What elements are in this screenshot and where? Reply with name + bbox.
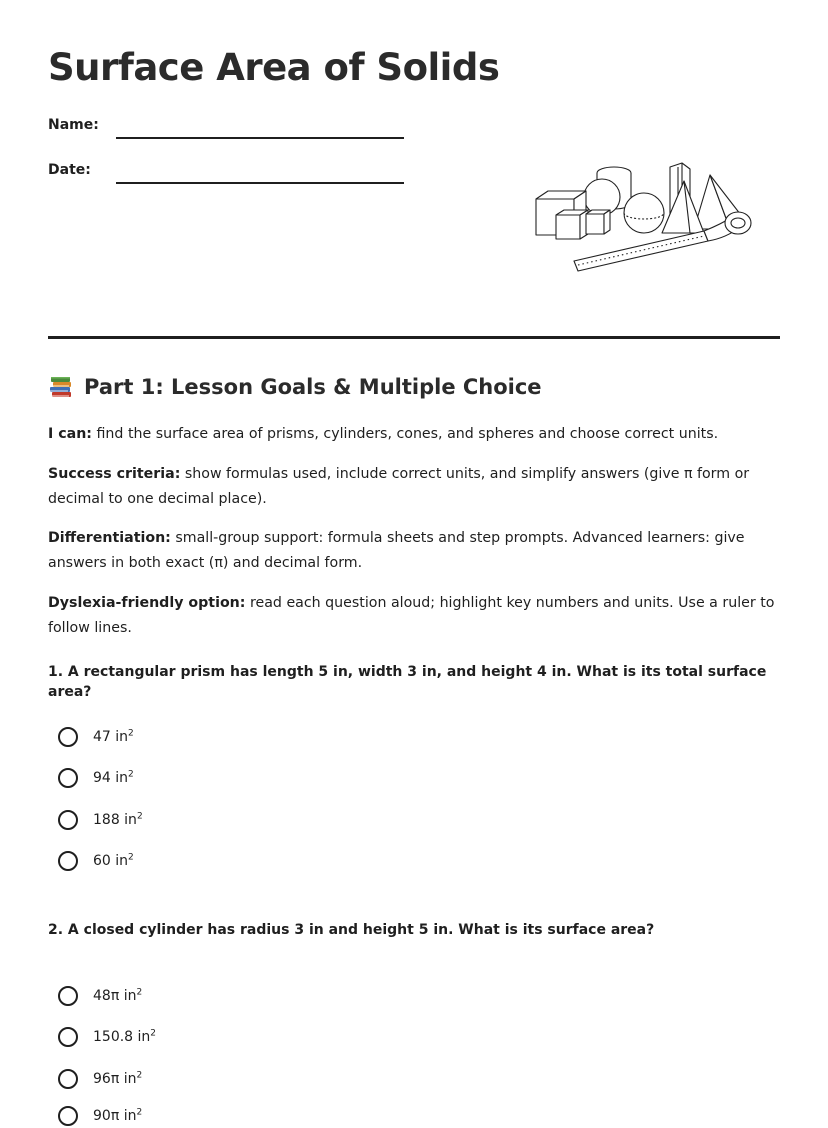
differentiation-text: small-group support: formula sheets and step prompts. Advanced learners: give answers in both exact (π) and decimal form. bbox=[48, 530, 745, 571]
option-text: 150.8 $in^2$ bbox=[93, 1028, 157, 1045]
dyslexia-label: Dyslexia-friendly option: bbox=[48, 595, 246, 611]
date-label: Date: bbox=[48, 162, 91, 178]
part1-heading bbox=[48, 374, 542, 400]
part1-heading-text: Part 1: Lesson Goals & Multiple Choice bbox=[84, 375, 542, 399]
q2-option-b[interactable] bbox=[58, 1025, 156, 1049]
question-1: 1. A rectangular prism has length 5 in, width 3 in, and height 4 in. What is its total surface area? bbox=[48, 664, 767, 700]
option-text: 188 $in^2$ bbox=[93, 811, 143, 828]
option-text: 47 $in^2$ bbox=[93, 728, 134, 745]
radio-button[interactable] bbox=[58, 768, 78, 788]
books-icon bbox=[48, 374, 74, 400]
radio-button[interactable] bbox=[58, 1106, 78, 1126]
q1-option-a[interactable] bbox=[58, 725, 134, 749]
radio-button[interactable] bbox=[58, 810, 78, 830]
differentiation bbox=[48, 526, 780, 576]
radio-button[interactable] bbox=[58, 1069, 78, 1089]
option-text: 94 $in^2$ bbox=[93, 769, 134, 786]
q1-option-d[interactable] bbox=[58, 849, 134, 873]
option-text: 90π $in^2$ bbox=[93, 1107, 143, 1124]
option-text: 60 $in^2$ bbox=[93, 852, 134, 869]
radio-button[interactable] bbox=[58, 986, 78, 1006]
q2-option-a[interactable] bbox=[58, 984, 142, 1008]
q1-option-b[interactable] bbox=[58, 766, 134, 790]
worksheet-title: Surface Area of Solids bbox=[48, 46, 500, 89]
success-criteria bbox=[48, 462, 780, 512]
date-blank-line[interactable] bbox=[116, 182, 404, 184]
radio-button[interactable] bbox=[58, 1027, 78, 1047]
q1-option-c[interactable] bbox=[58, 808, 143, 832]
radio-button[interactable] bbox=[58, 727, 78, 747]
dyslexia-friendly-option bbox=[48, 591, 780, 641]
i-can-text: find the surface area of prisms, cylinders, cones, and spheres and choose correct units. bbox=[91, 426, 719, 442]
question-2: 2. A closed cylinder has radius 3 in and height 5 in. What is its surface area? bbox=[48, 922, 655, 938]
name-blank-line[interactable] bbox=[116, 137, 404, 139]
success-criteria-label: Success criteria: bbox=[48, 466, 181, 482]
geometric-solids-with-ruler-and-tape-measure-icon bbox=[534, 155, 756, 280]
option-text: 48π $in^2$ bbox=[93, 987, 143, 1004]
dyslexia-text: read each question aloud; highlight key numbers and units. Use a ruler to follow lines. bbox=[48, 595, 775, 636]
radio-button[interactable] bbox=[58, 851, 78, 871]
header-divider bbox=[48, 336, 780, 339]
name-label: Name: bbox=[48, 117, 99, 133]
q2-option-d[interactable] bbox=[58, 1104, 142, 1128]
q2-option-c[interactable] bbox=[58, 1067, 142, 1091]
success-criteria-text: show formulas used, include correct units, and simplify answers (give π form or decimal to one decimal place). bbox=[48, 466, 750, 507]
option-text: 96π $in^2$ bbox=[93, 1070, 143, 1087]
i-can-label: I can: bbox=[48, 426, 92, 442]
i-can-statement bbox=[48, 422, 780, 447]
differentiation-label: Differentiation: bbox=[48, 530, 171, 546]
